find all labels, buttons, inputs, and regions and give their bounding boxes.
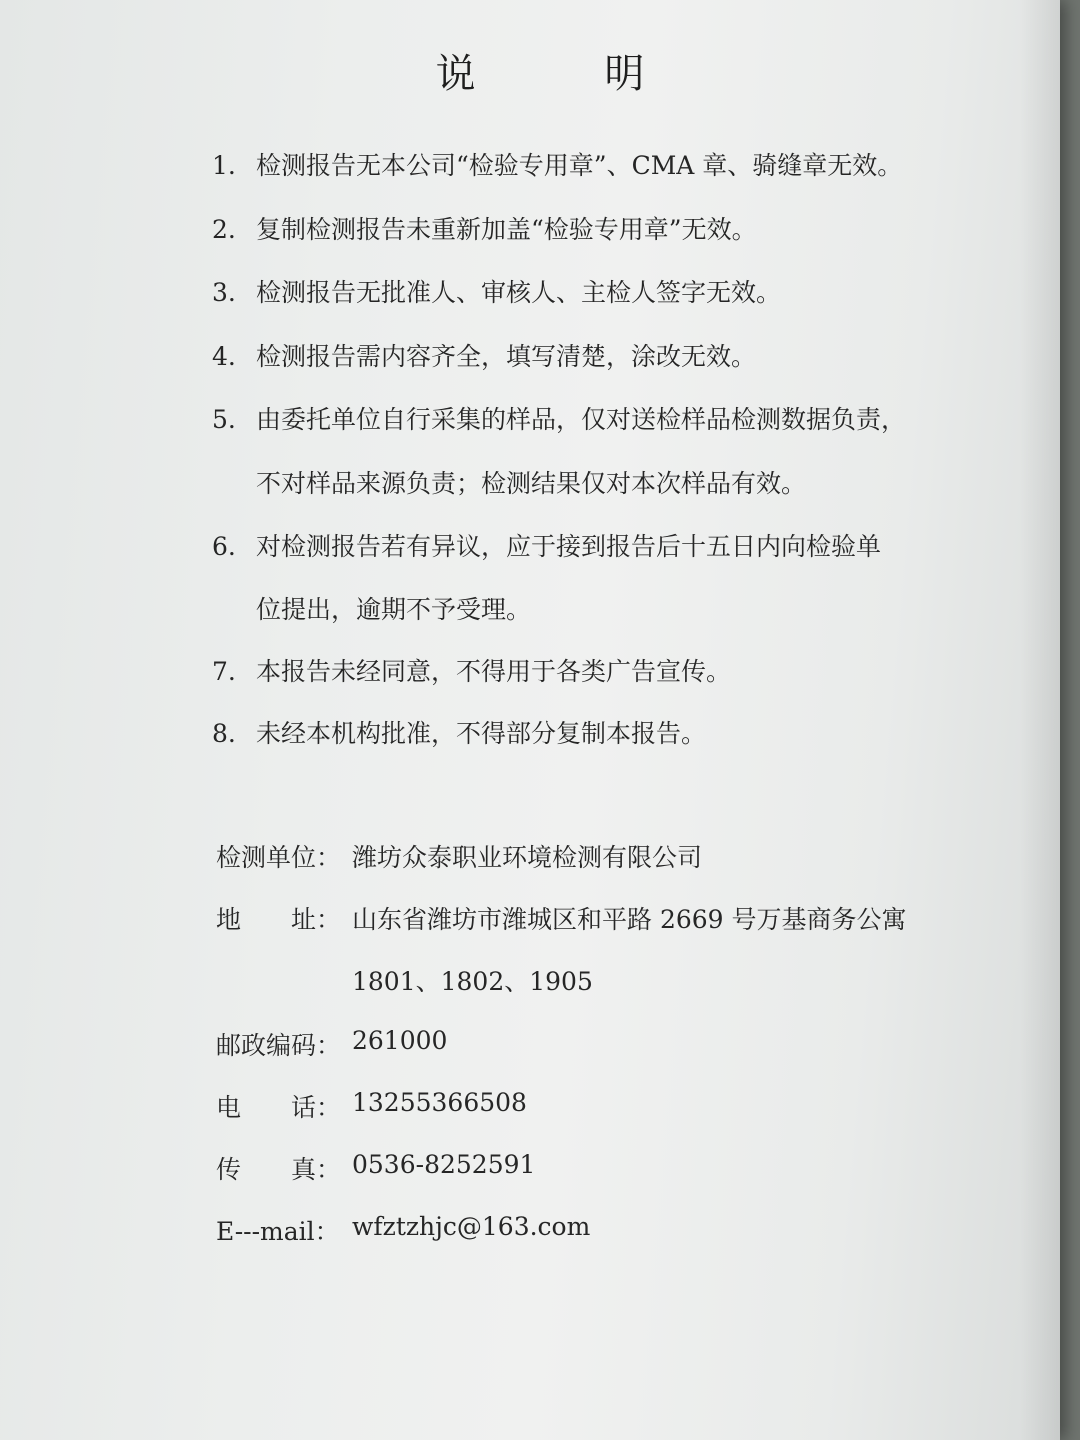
note-text: 检测报告需内容齐全，填写清楚，涂改无效。 (256, 342, 757, 371)
note-text: 检测报告无批准人、审核人、主检人签字无效。 (256, 278, 782, 307)
address-value: 山东省潍坊市潍城区和平路 2669 号万基商务公寓 (352, 905, 907, 934)
note-number: 3. (212, 278, 236, 307)
email-label: E---mail： (216, 1217, 340, 1246)
note-number: 6. (212, 532, 236, 561)
phone-value: 13255366508 (352, 1088, 527, 1117)
fax-label: 传 真： (216, 1155, 342, 1184)
note-5-continued: 不对样品来源负责；检测结果仅对本次样品有效。 (256, 469, 807, 498)
note-text: 复制检测报告未重新加盖“检验专用章”无效。 (256, 215, 757, 244)
unit-value: 潍坊众泰职业环境检测有限公司 (352, 843, 703, 872)
note-3 (212, 273, 781, 309)
note-text: 对检测报告若有异议，应于接到报告后十五日内向检验单 (256, 532, 882, 561)
note-number: 7. (212, 657, 236, 686)
note-6-continued: 位提出，逾期不予受理。 (256, 595, 532, 624)
note-text: 本报告未经同意，不得用于各类广告宣传。 (256, 657, 732, 686)
note-8 (212, 714, 706, 750)
note-7 (212, 652, 731, 688)
note-2 (212, 210, 757, 246)
note-1 (212, 146, 902, 182)
note-text: 检测报告无本公司“检验专用章”、CMA 章、骑缝章无效。 (256, 151, 903, 180)
address-label: 地 址： (216, 905, 342, 934)
note-6 (212, 527, 881, 563)
note-number: 5. (212, 405, 236, 434)
postcode-value: 261000 (352, 1026, 448, 1055)
note-4 (212, 337, 756, 373)
note-number: 1. (212, 151, 236, 180)
address-value-continued: 1801、1802、1905 (352, 967, 593, 996)
note-5 (212, 400, 906, 436)
email-value: wfztzhjc@163.com (352, 1212, 591, 1241)
note-number: 4. (212, 342, 236, 371)
phone-label: 电 话： (216, 1093, 342, 1122)
note-number: 2. (212, 215, 236, 244)
unit-label: 检测单位： (216, 843, 342, 872)
note-text: 由委托单位自行采集的样品，仅对送检样品检测数据负责， (256, 405, 907, 434)
note-number: 8. (212, 719, 236, 748)
fax-value: 0536-8252591 (352, 1150, 536, 1179)
note-text: 未经本机构批准，不得部分复制本报告。 (256, 719, 707, 748)
postcode-label: 邮政编码： (216, 1031, 342, 1060)
page-title: 说 明 (435, 51, 703, 97)
